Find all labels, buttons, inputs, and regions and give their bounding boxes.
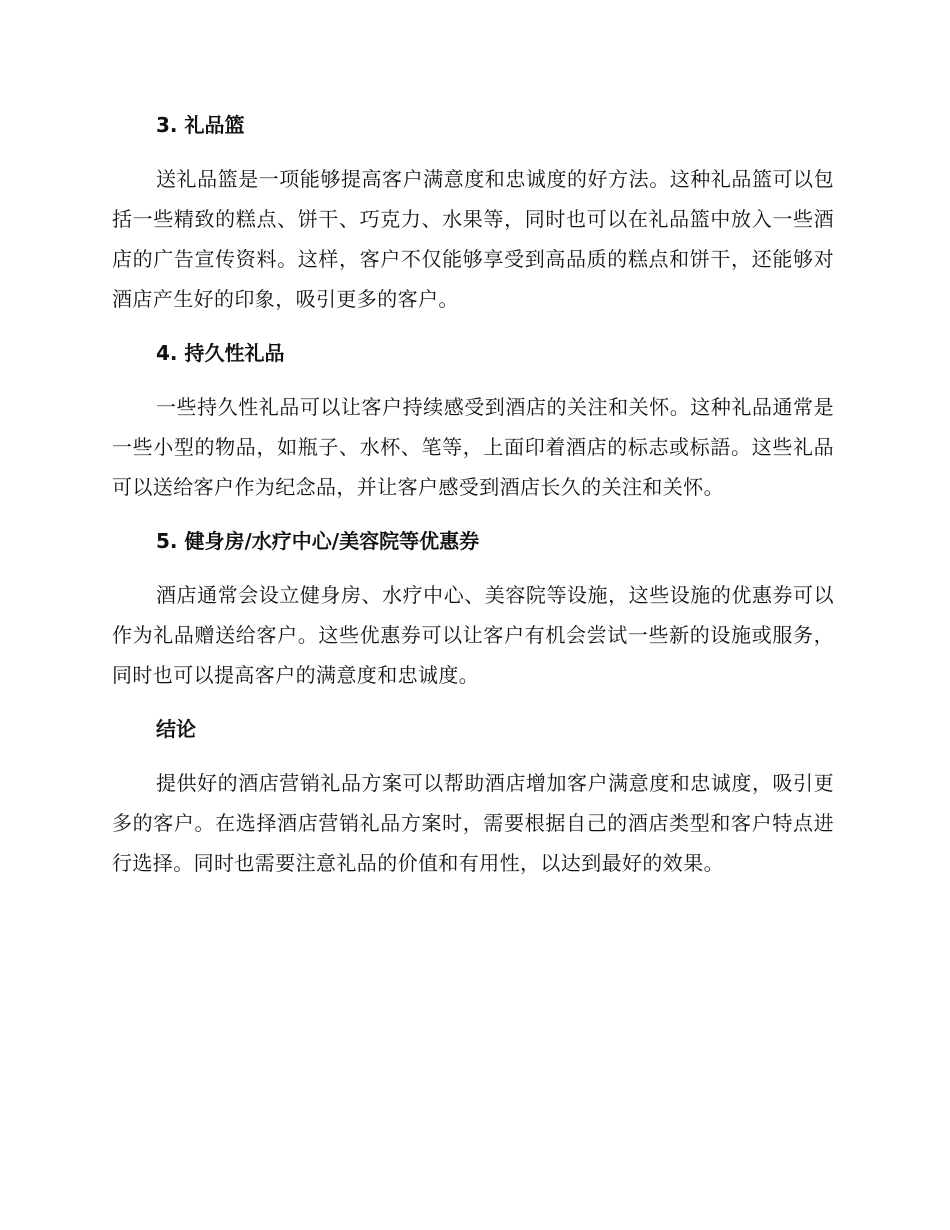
section-body-coupons: 酒店通常会设立健身房、水疗中心、美容院等设施，这些设施的优惠券可以作为礼品赠送给客户。这些优惠券可以让客户有机会尝试一些新的设施或服务，同时也可以提高客户的满意度和忠诚度。 (112, 583, 834, 687)
section-body-gift-basket: 送礼品篮是一项能够提高客户满意度和忠诚度的好方法。这种礼品篮可以包括一些精致的糕点、饼干、巧克力、水果等，同时也可以在礼品篮中放入一些酒店的广告宣传资料。这样，客户不仅能够享受到高品质的糕点和饼干，还能够对酒店产生好的印象，吸引更多的客户。 (112, 167, 834, 311)
section-heading-durable-gifts: 4. 持久性礼品 (156, 341, 285, 365)
section-heading-gift-basket: 3. 礼品篮 (156, 113, 245, 137)
document-content (112, 105, 834, 897)
section-body-conclusion: 提供好的酒店营销礼品方案可以帮助酒店增加客户满意度和忠诚度，吸引更多的客户。在选择酒店营销礼品方案时，需要根据自己的酒店类型和客户特点进行选择。同时也需要注意礼品的价值和有用性，以达到最好的效果。 (112, 771, 834, 875)
section-heading-coupons: 5. 健身房/水疗中心/美容院等优惠券 (156, 529, 480, 553)
section-body-durable-gifts: 一些持久性礼品可以让客户持续感受到酒店的关注和关怀。这种礼品通常是一些小型的物品，如瓶子、水杯、笔等，上面印着酒店的标志或标語。这些礼品可以送给客户作为纪念品，并让客户感受到酒店长久的关注和关怀。 (112, 395, 834, 499)
section-heading-conclusion: 结论 (156, 717, 196, 741)
